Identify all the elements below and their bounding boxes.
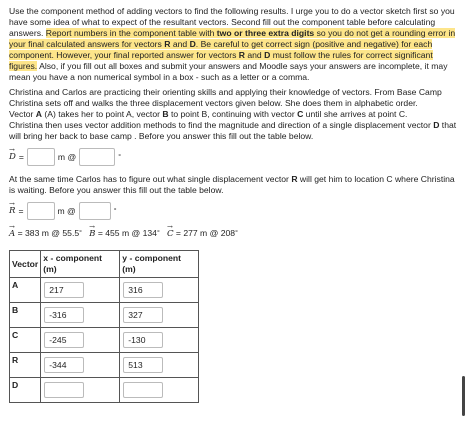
vector-a-symbol: → A (9, 229, 15, 240)
vector-a-value: = 383 m @ 55.5 (15, 228, 80, 238)
a-x-input[interactable]: 217 (44, 282, 84, 298)
header-vector: Vector (10, 251, 41, 278)
r-y-input[interactable]: 513 (123, 357, 163, 373)
header-y-component: y - component (m) (120, 251, 199, 278)
table-row: B -316 327 (10, 303, 199, 328)
table-row: A 217 316 (10, 278, 199, 303)
d-y-input[interactable] (123, 382, 163, 398)
intro-note: Also, if you fill out all boxes and submit your answers and Moodle says your answers are incomplete, it may mean you have a non numerical symbol in a box - such as a letter or a comma. (9, 61, 448, 82)
d-answer-row: → D = m @ ° (9, 146, 461, 168)
d-x-input[interactable] (44, 382, 84, 398)
intro-paragraph (9, 6, 461, 83)
r-angle-input[interactable] (79, 202, 111, 220)
r-answer-row: → R = m @ ° (9, 200, 461, 222)
carlos-paragraph: At the same time Carlos has to figure out what single displacement vector R will get him to location C where Christina is waiting. Before you answer this fill out the table below. (9, 174, 455, 195)
d-magnitude-input[interactable] (27, 148, 55, 166)
table-row: R -344 513 (10, 353, 199, 378)
vector-b-value: = 455 m @ 134 (95, 228, 157, 238)
header-x-component: x - component (m) (41, 251, 120, 278)
b-x-input[interactable]: -316 (44, 307, 84, 323)
d-vector-symbol: → D (9, 152, 16, 163)
highlight-instructions: Report numbers in the component table with two or three extra digits so you do not get a rounding error in your final calculated answers for vectors R and D. Be careful to get correct sign (positive and negative) for each component. However, your final reported answer for vectors R and D must follow the rules for correct significant figures. (9, 28, 456, 71)
b-y-input[interactable]: 327 (123, 307, 163, 323)
vector-b-symbol: → B (89, 229, 95, 240)
c-x-input[interactable]: -245 (44, 332, 84, 348)
vector-c-symbol: → C (167, 229, 174, 240)
c-y-input[interactable]: -130 (123, 332, 163, 348)
intro-text: Use the component method of adding vectors to find the following results. I urge you to do a vector sketch first so you have some idea of what to expect of the resultant vectors. Second fill out the component table before calculating answers. (9, 6, 455, 38)
table-row: C -245 -130 (10, 328, 199, 353)
component-table (9, 250, 199, 403)
question-page (9, 6, 461, 403)
scenario-paragraph: Christina and Carlos are practicing their orienting skills and applying their knowledge of vectors. From Base Camp Christina sets off and walks the three displacement vectors given below. She does them in alphabetic order. Vector A (A) takes her to point A, vector B to point B, continuing with vector C until she arrives at point C. Christina then uses vector addition methods to find the magnitude and direction of a single displacement vector D that will bring her back to base camp . Before you answer this fill out the table below. (9, 87, 457, 141)
table-row: D (10, 378, 199, 403)
d-angle-input[interactable] (79, 148, 115, 166)
r-x-input[interactable]: -344 (44, 357, 84, 373)
given-vectors: → A = 383 m @ 55.5° → B = 455 m @ 134° → C = 277 m @ 208° (9, 228, 461, 240)
vector-c-value: = 277 m @ 208 (173, 228, 236, 238)
r-vector-symbol: → R (9, 206, 15, 217)
a-y-input[interactable]: 316 (123, 282, 163, 298)
r-magnitude-input[interactable] (27, 202, 55, 220)
scrollbar[interactable] (462, 376, 465, 416)
